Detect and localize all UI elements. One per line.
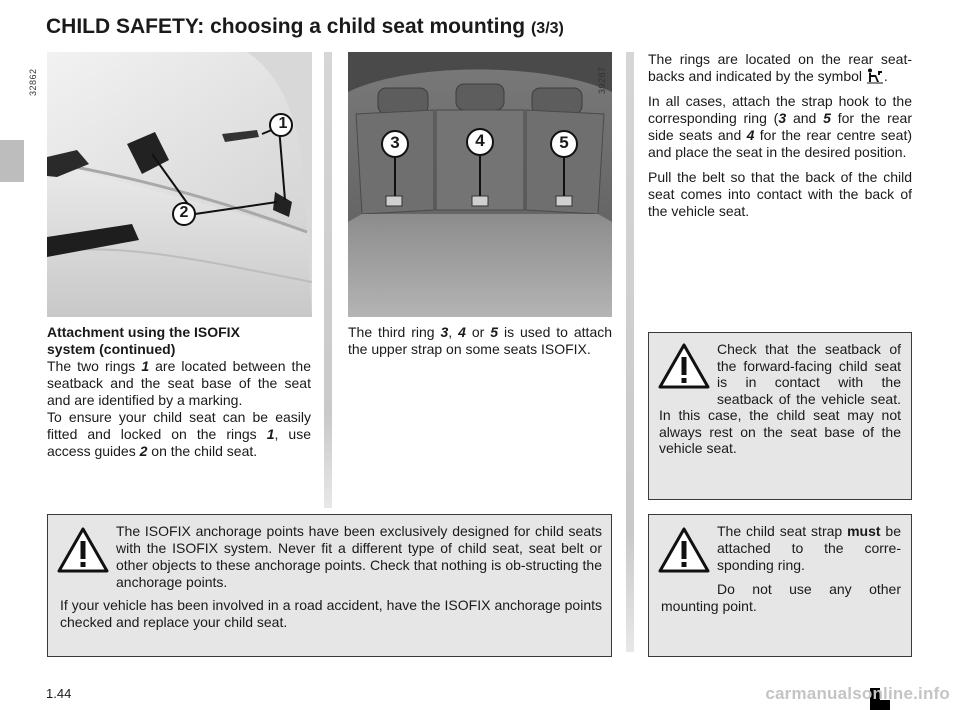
image-code-right: 39287 (597, 66, 607, 94)
text-run: is used to attach the upper strap on some seats ISOFIX. (348, 324, 613, 357)
warning-strap-p1 (717, 523, 901, 574)
warning-box-seatback (648, 332, 912, 500)
column-separator-2 (626, 52, 634, 652)
text-run: . (883, 68, 888, 84)
text-run: for the rear centre seat) and place the seat in the desired position. (648, 127, 913, 160)
watermark: carmanualsonline.info (765, 684, 950, 703)
warning-seatback-text (659, 341, 901, 457)
ring-ref-3: 3 (778, 110, 787, 126)
text-run: The two rings (47, 358, 142, 374)
ring-ref-4: 4 (746, 127, 755, 143)
emphasis-must: must (847, 523, 881, 539)
title-main: CHILD SAFETY: choosing a child seat mounting (46, 15, 531, 38)
text-run: for the rear side seats and (648, 110, 913, 143)
text-run: The rings are located on the rear seat-backs and indicated by the symbol (648, 51, 912, 84)
callout-2: 2 (179, 204, 189, 221)
isofix-heading-line1: Attachment using the ISOFIX (47, 324, 240, 340)
text-run: Check that the seatback of the forward-facing child seat is in contact with the seatback of the vehicle seat. In this case, the child seat may not always rest on the seat base of the vehicle seat. (659, 341, 901, 456)
text-run: are located between the seatback and the seat base of the seat and are identified by a marking. (47, 358, 311, 408)
warning-isofix-p2: If your vehicle has been involved in a road accident, have the ISOFIX anchorage points checked and replace your child seat. (60, 597, 602, 630)
ring-ref-5: 5 (823, 110, 831, 126)
ring-ref-5: 5 (490, 324, 499, 340)
isofix-paragraph-1 (47, 358, 311, 409)
text-run: and (786, 110, 824, 126)
callout-4: 4 (475, 131, 485, 150)
text-run: on the child seat. (147, 443, 258, 459)
text-run: , (448, 324, 459, 340)
text-run: The third ring (348, 324, 441, 340)
text-run: To ensure your child seat can be easily fitted and locked on the rings (47, 409, 311, 442)
text-run: The child seat strap (717, 523, 848, 539)
rear-seatbacks-photo (348, 52, 612, 317)
text-run: or (465, 324, 491, 340)
warning-triangle-icon (57, 527, 109, 573)
callout-5: 5 (559, 133, 569, 152)
isofix-paragraph-2 (47, 409, 311, 460)
page-title (46, 15, 564, 39)
warning-box-isofix (47, 514, 612, 657)
rings-location-paragraph (648, 51, 912, 85)
title-suffix: (3/3) (530, 20, 564, 37)
section-tab (0, 140, 24, 182)
child-seat-anchor-icon (866, 68, 884, 84)
isofix-seat-photo (47, 52, 312, 317)
column-2-text (348, 324, 612, 358)
text-run: be attached to the corre-sponding ring. (717, 523, 901, 573)
page-number: 1.44 (46, 686, 72, 701)
ring-ref-1: 1 (266, 426, 275, 442)
column-separator-1 (324, 52, 332, 508)
warning-triangle-icon (658, 527, 710, 573)
warning-isofix-p1: The ISOFIX anchorage points have been exclusively designed for child seats with the ISOFIX system. Never fit a different type of child seat, seat belt or other objects to these anchorage points. Check that nothing is ob-structing the anchorage points. (116, 523, 602, 590)
text-run: , use access guides (47, 426, 311, 459)
image-code-left: 32862 (28, 68, 38, 96)
column-1-text (47, 324, 311, 460)
icon-spacer (659, 341, 717, 403)
isofix-heading-line2: system (continued) (47, 341, 176, 357)
guide-ref-2: 2 (139, 443, 148, 459)
attach-strap-paragraph (648, 93, 912, 161)
callout-1: 1 (278, 115, 288, 132)
column-3-text (648, 51, 912, 220)
warning-strap-p2: Do not use any other mounting point. (661, 581, 901, 614)
text-run: In all cases, attach the strap hook to the corresponding ring ( (648, 93, 912, 126)
ring-ref-4: 4 (458, 324, 466, 340)
ring-ref-3: 3 (440, 324, 449, 340)
callout-3: 3 (390, 133, 400, 152)
ring-ref-1: 1 (141, 358, 150, 374)
warning-box-strap (648, 514, 912, 657)
pull-belt-paragraph: Pull the belt so that the back of the child seat comes into contact with the back of the vehicle seat. (648, 169, 912, 219)
